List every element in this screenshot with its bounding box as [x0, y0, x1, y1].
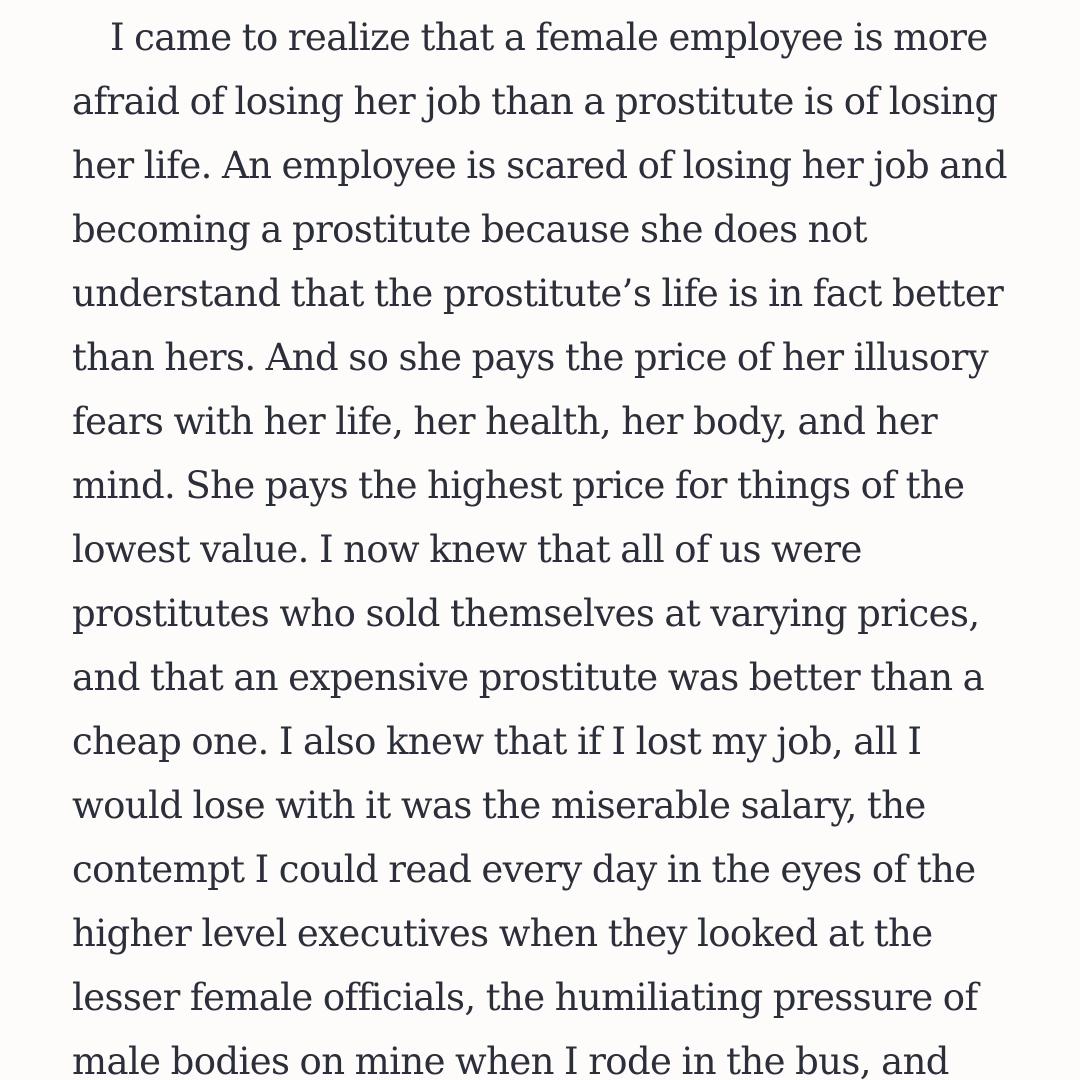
text-paragraph	[72, 6, 1032, 1080]
text-line: higher level executives when they looked at the	[72, 912, 933, 955]
text-line: her life. An employee is scared of losing her job and	[72, 144, 1007, 187]
text-line: fears with her life, her health, her body, and her	[72, 400, 938, 443]
text-line: lesser female officials, the humiliating pressure of	[72, 976, 978, 1019]
text-line: lowest value. I now knew that all of us were	[72, 528, 862, 571]
text-line: becoming a prostitute because she does not	[72, 208, 867, 251]
text-line: prostitutes who sold themselves at varying prices,	[72, 592, 980, 635]
text-line: cheap one. I also knew that if I lost my job, all I	[72, 720, 922, 763]
text-line: and that an expensive prostitute was better than a	[72, 656, 985, 699]
text-line: would lose with it was the miserable salary, the	[72, 784, 926, 827]
text-line: contempt I could read every day in the eyes of the	[72, 848, 976, 891]
text-line: than hers. And so she pays the price of her illusory	[72, 336, 988, 379]
text-line: male bodies on mine when I rode in the bus, and	[72, 1040, 949, 1080]
text-line: afraid of losing her job than a prostitute is of losing	[72, 80, 998, 123]
text-line: understand that the prostitute’s life is in fact better	[72, 272, 1004, 315]
text-line: mind. She pays the highest price for things of the	[72, 464, 965, 507]
text-line: I came to realize that a female employee is more	[110, 16, 988, 59]
